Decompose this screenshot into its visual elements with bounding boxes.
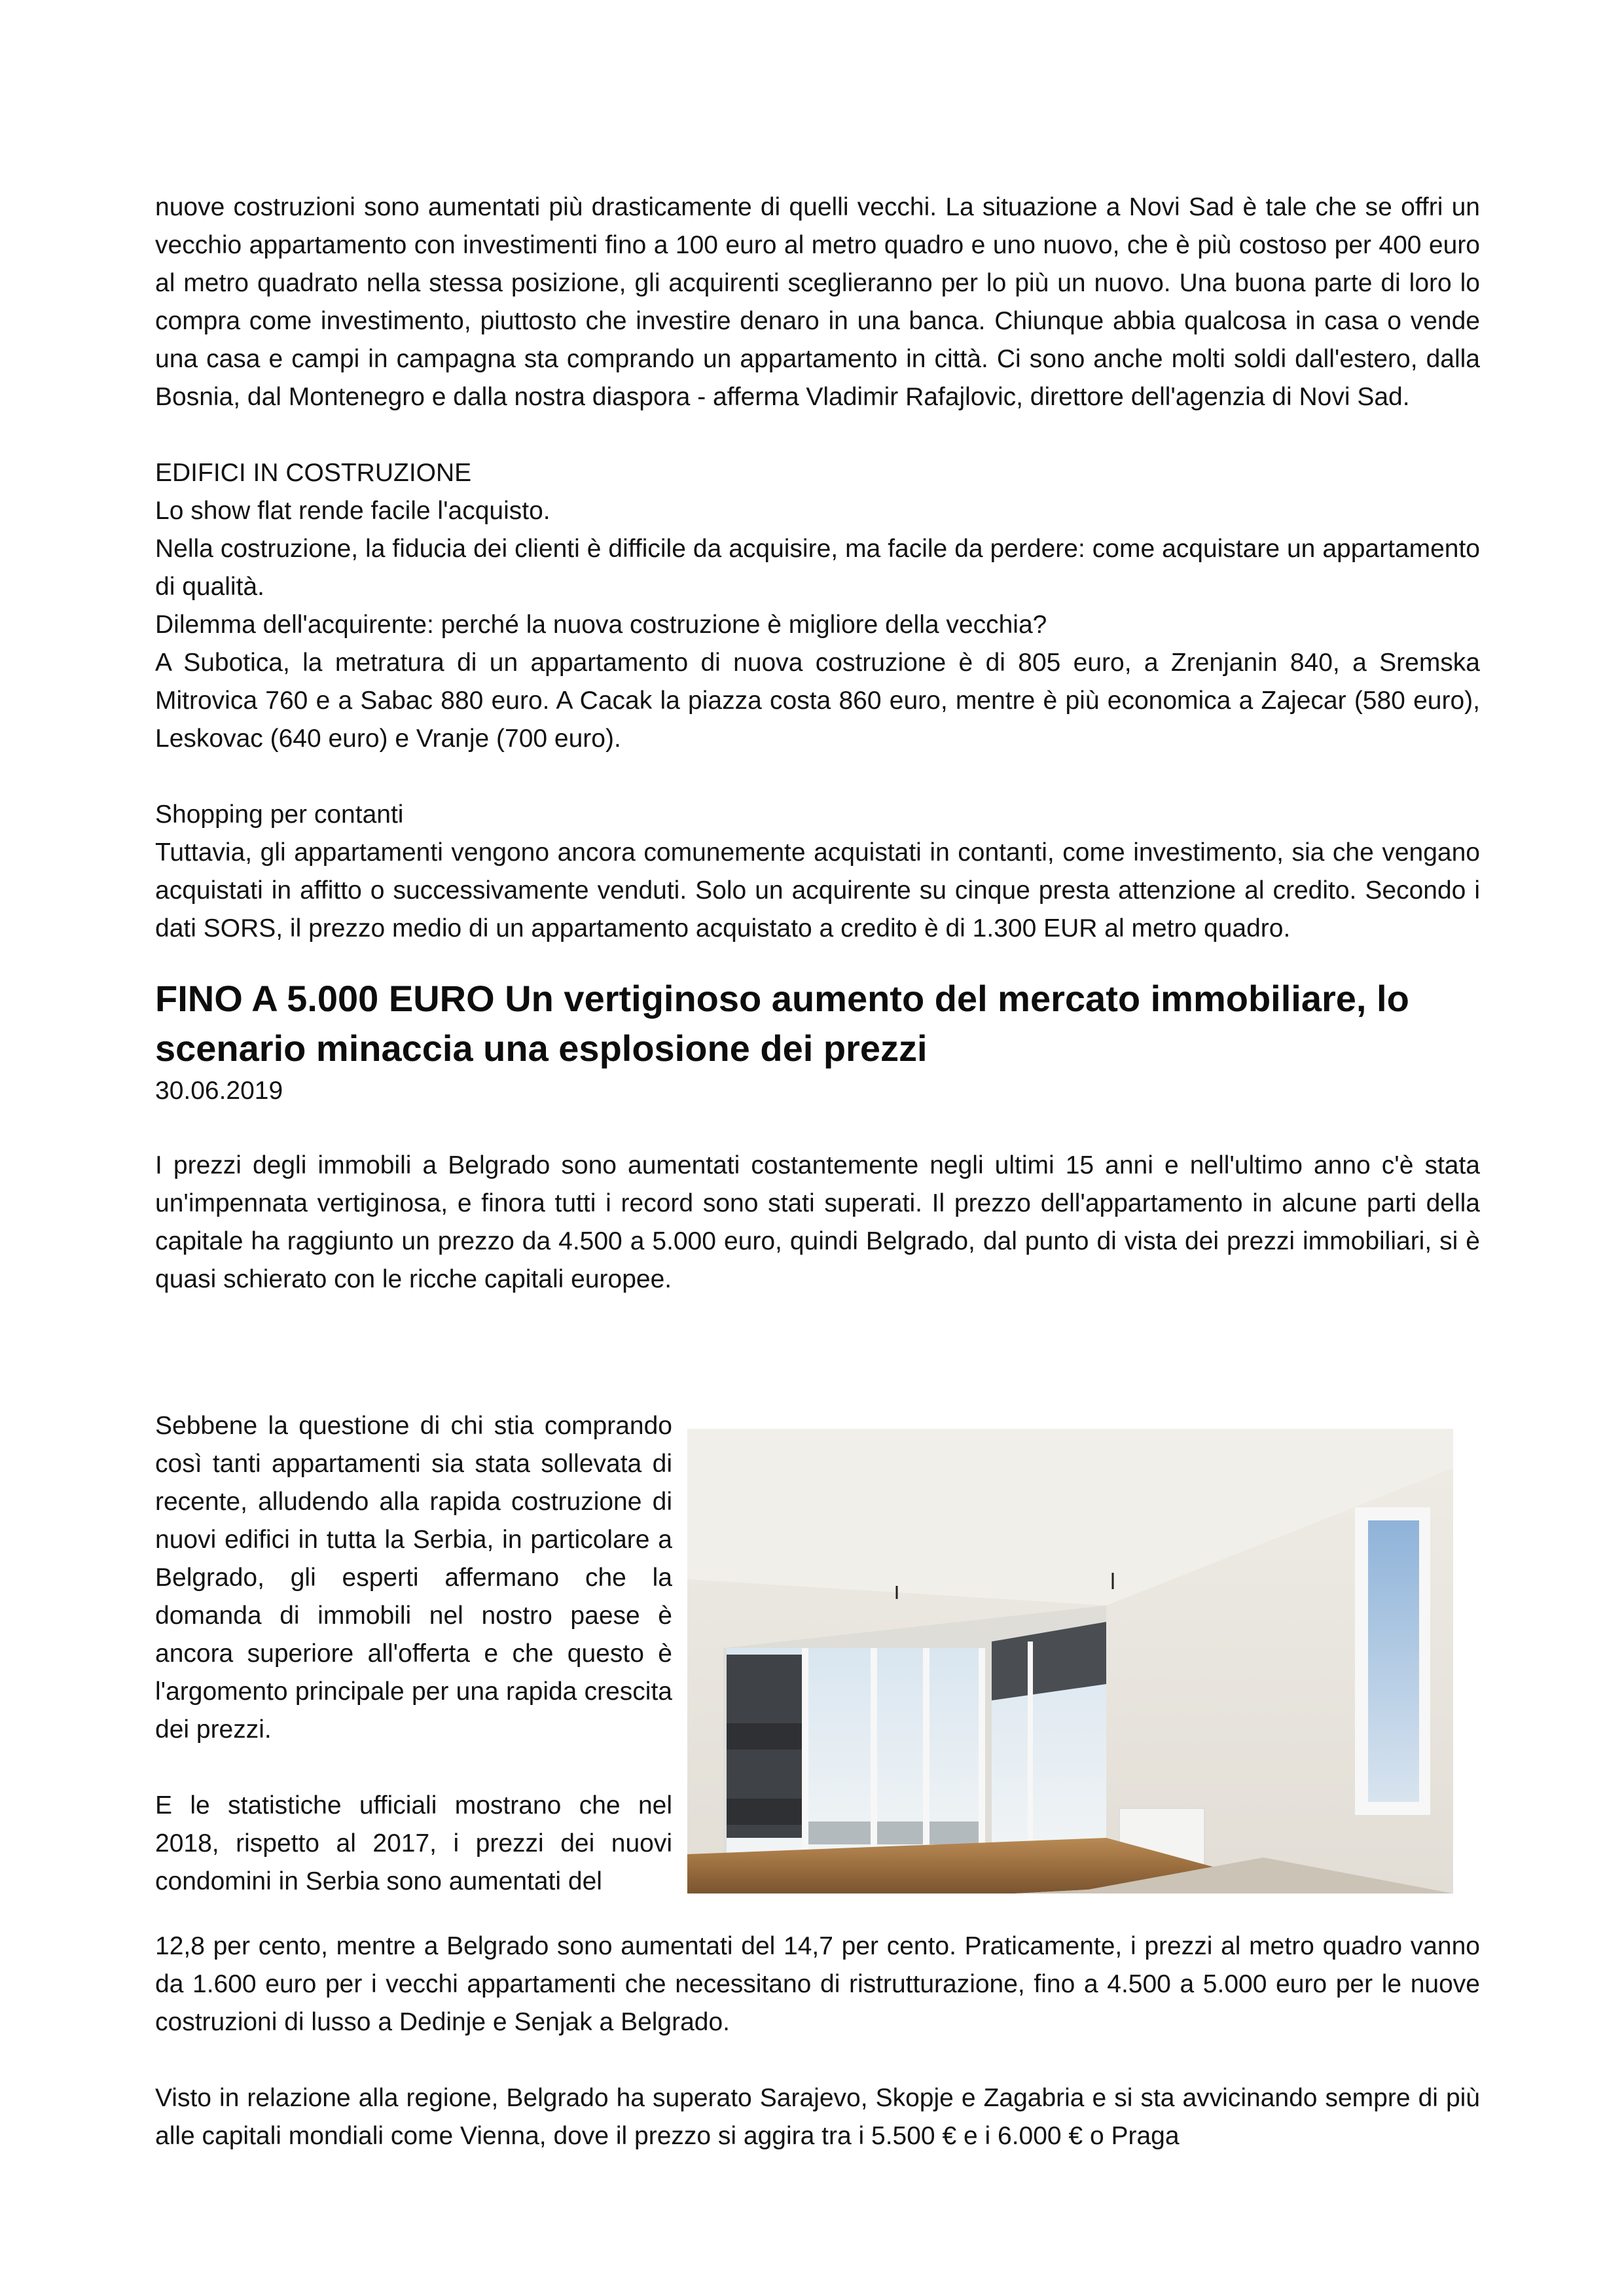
section-line: Dilemma dell'acquirente: perché la nuova costruzione è migliore della vecchia? [155,611,1047,639]
intro-paragraph: nuove costruzioni sono aumentati più drasticamente di quelli vecchi. La situazione a Novi Sad è tale che se offri un vecchio appartamento con investimenti fino a 100 euro al metro quadro e uno nuovo, che è più costoso per 400 euro al metro quadrato nella stessa posizione, gli acquirenti sceglieranno per lo più un nuovo. Una buona parte di loro lo compra come investimento, piuttosto che investire denaro in una banca. Chiunque abbia qualcosa in casa o vende una casa e campi in campagna sta comprando un appartamento in città. Ci sono anche molti soldi dall'estero, dalla Bosnia, dal Montenegro e dalla nostra diaspora - afferma Vladimir Rafajlovic, direttore dell'agenzia di Novi Sad. [155,193,1480,411]
article-title: FINO A 5.000 EURO Un vertiginoso aumento del mercato immobiliare, lo scenario minaccia una esplosione dei prezzi [155,978,1409,1069]
float-text-column [155,1407,672,1901]
section-buildings [155,454,1480,758]
section-heading: EDIFICI IN COSTRUZIONE [155,459,472,487]
article-paragraph: I prezzi degli immobili a Belgrado sono aumentati costantemente negli ultimi 15 anni e nell'ultimo anno c'è stata un'impennata vertiginosa, e finora tutti i record sono stati superati. Il prezzo dell'appartamento in alcune parti della capitale ha raggiunto un prezzo da 4.500 a 5.000 euro, quindi Belgrado, dal punto di vista dei prezzi immobiliari, si è quasi schierato con le ricche capitali europee. [155,1151,1480,1293]
section-text: Tuttavia, gli appartamenti vengono ancora comunemente acquistati in contanti, come investimento, sia che vengano acquistati in affitto o successivamente venduti. Solo un acquirente su cinque presta attenzione al credito. Secondo i dati SORS, il prezzo medio di un appartamento acquistato a credito è di 1.300 EUR al metro quadro. [155,838,1480,942]
section-heading: Shopping per contanti [155,800,404,829]
article-paragraph: Visto in relazione alla regione, Belgrado ha superato Sarajevo, Skopje e Zagabria e si sta avvicinando sempre di più alle capitali mondiali come Vienna, dove il prezzo si aggira tra i 5.500 € e i 6.000 € o Praga [155,2084,1480,2150]
section-line: A Subotica, la metratura di un appartamento di nuova costruzione è di 805 euro, a Zrenjanin 840, a Sremska Mitrovica 760 e a Sabac 880 euro. A Cacak la piazza costa 860 euro, mentre è più economica a Zajecar (580 euro), Leskovac (640 euro) e Vranje (700 euro). [155,649,1480,753]
section-line: Lo show flat rende facile l'acquisto. [155,497,550,525]
article-paragraph: 12,8 per cento, mentre a Belgrado sono aumentati del 14,7 per cento. Praticamente, i prezzi al metro quadro vanno da 1.600 euro per i vecchi appartamenti che necessitano di ristrutturazione, fino a 4.500 a 5.000 euro per le nuove costruzioni di lusso a Dedinje e Senjak a Belgrado. [155,1932,1480,2036]
side-window-glass [1368,1520,1419,1802]
section-cash [155,796,1480,948]
article-date: 30.06.2019 [155,1077,283,1105]
section-line: Nella costruzione, la fiducia dei clienti è difficile da acquisire, ma facile da perdere: come acquistare un appartamento di qualità. [155,535,1480,601]
document-page [155,188,1480,1299]
apartment-photo [687,1429,1453,1893]
article-paragraph: Sebbene la questione di chi stia comprando così tanti appartamenti sia stata sollevata di recente, alludendo alla rapida costruzione di nuovi edifici in tutta la Serbia, in particolare a Belgrado, gli esperti affermano che la domanda di immobili nel nostro paese è ancora superiore all'offerta e che questo è l'argomento principale per una rapida crescita dei prezzi. [155,1412,672,1744]
after-figure-text [155,1928,1480,2155]
article-paragraph: E le statistiche ufficiali mostrano che nel 2018, rispetto al 2017, i prezzi dei nuovi condomini in Serbia sono aumentati del [155,1791,672,1895]
